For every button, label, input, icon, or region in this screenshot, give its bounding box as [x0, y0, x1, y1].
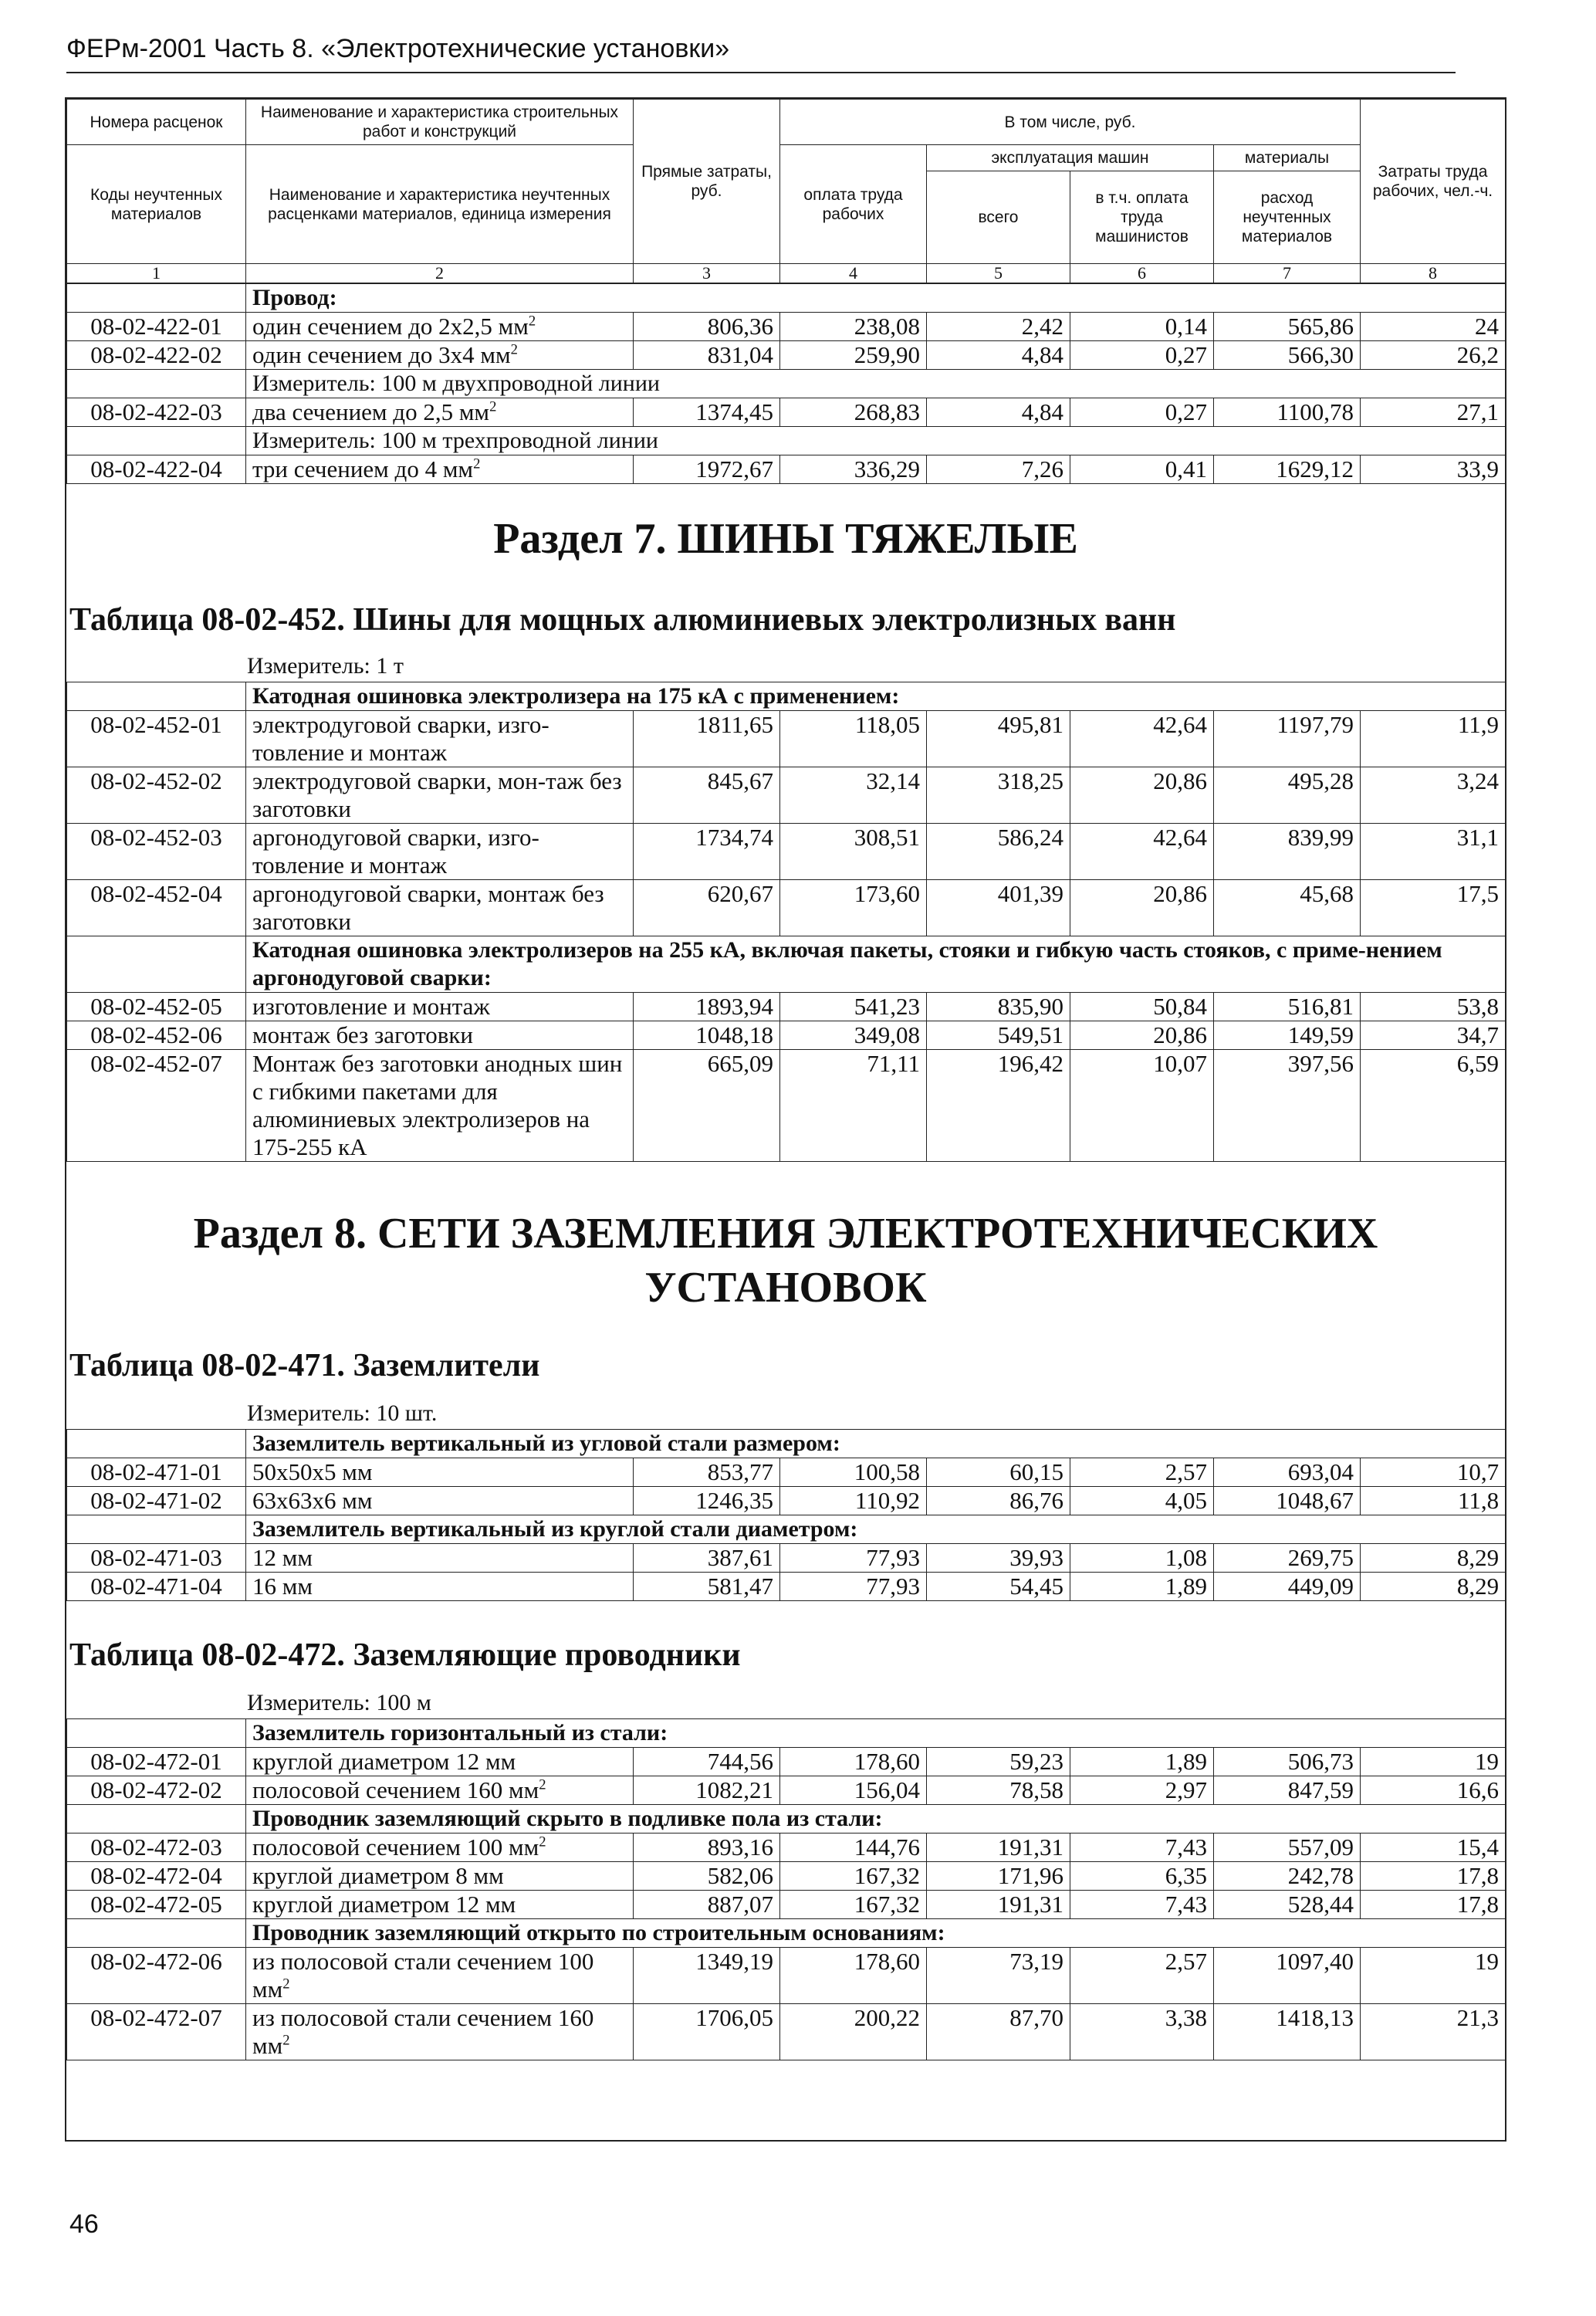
machines-total: 586,24 [927, 824, 1070, 880]
group-title: Провод: [246, 284, 1506, 313]
direct-costs: 665,09 [634, 1050, 780, 1162]
machines-total: 835,90 [927, 993, 1070, 1021]
machinists-pay: 20,86 [1070, 880, 1214, 936]
group-title: Заземлитель вертикальный из круглой стали диаметром: [246, 1515, 1506, 1544]
materials-expense: 516,81 [1214, 993, 1361, 1021]
table-row [67, 1573, 1506, 1601]
work-name: из полосовой стали сечением 160 $мм^2$ [246, 2004, 634, 2060]
rate-code: 08-02-452-04 [67, 880, 246, 936]
work-name: круглой диаметром 8 мм [246, 1862, 634, 1891]
rate-code: 08-02-452-06 [67, 1021, 246, 1050]
direct-costs: 1374,45 [634, 398, 780, 427]
section-7-title: Раздел 7. ШИНЫ ТЯЖЕЛЫЕ [493, 515, 1078, 563]
machines-total: 54,45 [927, 1573, 1070, 1601]
work-name: 12 мм [246, 1544, 634, 1573]
group-title: Проводник заземляющий скрыто в подливке пола из стали: [246, 1805, 1506, 1834]
work-name: круглой диаметром 12 мм [246, 1748, 634, 1776]
col-machinists-header: в т.ч. оплата труда машинистов [1070, 171, 1214, 264]
direct-costs: 1082,21 [634, 1776, 780, 1805]
labor-pay: 349,08 [780, 1021, 927, 1050]
work-name: аргонодуговой сварки, монтаж без заготовки [246, 880, 634, 936]
materials-expense: 1048,67 [1214, 1487, 1361, 1515]
direct-costs: 1811,65 [634, 711, 780, 767]
machines-total: 549,51 [927, 1021, 1070, 1050]
machinists-pay: 1,89 [1070, 1573, 1214, 1601]
table-452-title: Таблица 08-02-452. Шины для мощных алюминиевых электролизных ванн [69, 602, 1176, 638]
labor-hours: 17,8 [1361, 1891, 1506, 1919]
direct-costs: 831,04 [634, 341, 780, 370]
table-row [67, 1862, 1506, 1891]
rate-code: 08-02-471-04 [67, 1573, 246, 1601]
direct-costs: 1048,18 [634, 1021, 780, 1050]
direct-costs: 581,47 [634, 1573, 780, 1601]
rate-code: 08-02-452-01 [67, 711, 246, 767]
machinists-pay: 0,41 [1070, 455, 1214, 484]
machines-total: 78,58 [927, 1776, 1070, 1805]
meter-label: Измеритель: 100 м двухпроводной линии [246, 370, 1506, 398]
labor-hours: 8,29 [1361, 1544, 1506, 1573]
rate-code: 08-02-422-03 [67, 398, 246, 427]
machinists-pay: 7,43 [1070, 1834, 1214, 1862]
machines-total: 495,81 [927, 711, 1070, 767]
direct-costs: 1706,05 [634, 2004, 780, 2060]
table-row [67, 993, 1506, 1021]
machines-total: 86,76 [927, 1487, 1070, 1515]
machinists-pay: 6,35 [1070, 1862, 1214, 1891]
materials-expense: 149,59 [1214, 1021, 1361, 1050]
meter-label: Измеритель: 10 шт. [247, 1400, 438, 1426]
table-row [67, 1050, 1506, 1162]
table-row [67, 711, 1506, 767]
group-title: Заземлитель горизонтальный из стали: [246, 1719, 1506, 1748]
column-number: 3 [634, 264, 780, 283]
machinists-pay: 10,07 [1070, 1050, 1214, 1162]
labor-hours: 15,4 [1361, 1834, 1506, 1862]
work-name: 50х50х5 мм [246, 1458, 634, 1487]
machines-total: 2,42 [927, 313, 1070, 341]
column-number: 2 [246, 264, 634, 283]
labor-hours: 21,3 [1361, 2004, 1506, 2060]
machines-total: 87,70 [927, 2004, 1070, 2060]
table-row [67, 880, 1506, 936]
rate-code: 08-02-452-02 [67, 767, 246, 824]
machines-total: 7,26 [927, 455, 1070, 484]
direct-costs: 893,16 [634, 1834, 780, 1862]
table-row [67, 2004, 1506, 2060]
machinists-pay: 3,38 [1070, 2004, 1214, 2060]
materials-expense: 1629,12 [1214, 455, 1361, 484]
machines-total: 171,96 [927, 1862, 1070, 1891]
direct-costs: 1734,74 [634, 824, 780, 880]
machines-total: 73,19 [927, 1948, 1070, 2004]
work-name: один сечением до 3х4 $мм^2$ [246, 341, 634, 370]
labor-pay: 167,32 [780, 1862, 927, 1891]
rate-code: 08-02-422-01 [67, 313, 246, 341]
col-labor-pay-header: оплата труда рабочих [780, 145, 927, 264]
rate-code: 08-02-471-03 [67, 1544, 246, 1573]
labor-hours: 3,24 [1361, 767, 1506, 824]
materials-expense: 847,59 [1214, 1776, 1361, 1805]
rate-code: 08-02-471-01 [67, 1458, 246, 1487]
col-rate-number-header: Номера расценок [67, 100, 246, 145]
table-row [67, 313, 1506, 341]
labor-hours: 17,5 [1361, 880, 1506, 936]
group-title: Катодная ошиновка электролизера на 175 кА с применением: [246, 682, 1506, 711]
labor-pay: 268,83 [780, 398, 927, 427]
table-row [67, 1458, 1506, 1487]
machinists-pay: 0,27 [1070, 398, 1214, 427]
materials-expense: 1197,79 [1214, 711, 1361, 767]
machinists-pay: 1,08 [1070, 1544, 1214, 1573]
direct-costs: 387,61 [634, 1544, 780, 1573]
materials-expense: 242,78 [1214, 1862, 1361, 1891]
table-452 [66, 682, 1506, 1162]
direct-costs: 582,06 [634, 1862, 780, 1891]
work-name: 63х63х6 мм [246, 1487, 634, 1515]
table-471 [66, 1429, 1506, 1601]
materials-expense: 45,68 [1214, 880, 1361, 936]
machines-total: 60,15 [927, 1458, 1070, 1487]
work-name: аргонодуговой сварки, изго-товление и монтаж [246, 824, 634, 880]
col-material-codes-header: Коды неучтенных материалов [67, 145, 246, 264]
labor-hours: 27,1 [1361, 398, 1506, 427]
labor-pay: 77,93 [780, 1573, 927, 1601]
machines-header: эксплуатация машин [927, 145, 1214, 171]
rate-code: 08-02-472-07 [67, 2004, 246, 2060]
machinists-pay: 1,89 [1070, 1748, 1214, 1776]
machines-total: 196,42 [927, 1050, 1070, 1162]
machinists-pay: 4,05 [1070, 1487, 1214, 1515]
labor-pay: 336,29 [780, 455, 927, 484]
table-row [67, 767, 1506, 824]
labor-pay: 144,76 [780, 1834, 927, 1862]
direct-costs: 845,67 [634, 767, 780, 824]
machinists-pay: 2,57 [1070, 1458, 1214, 1487]
labor-pay: 541,23 [780, 993, 927, 1021]
rate-code: 08-02-452-05 [67, 993, 246, 1021]
machinists-pay: 2,97 [1070, 1776, 1214, 1805]
labor-pay: 71,11 [780, 1050, 927, 1162]
work-name: два сечением до 2,5 $мм^2$ [246, 398, 634, 427]
materials-expense: 839,99 [1214, 824, 1361, 880]
labor-pay: 77,93 [780, 1544, 927, 1573]
labor-hours: 6,59 [1361, 1050, 1506, 1162]
direct-costs: 806,36 [634, 313, 780, 341]
labor-hours: 17,8 [1361, 1862, 1506, 1891]
work-name: Монтаж без заготовки анодных шин с гибкими пакетами для алюминиевых электролизеров на 175-255 кА [246, 1050, 634, 1162]
group-title: Катодная ошиновка электролизеров на 255 кА, включая пакеты, стояки и гибкую часть стояков, с приме-нением аргонодуговой сварки: [246, 936, 1506, 993]
labor-hours: 31,1 [1361, 824, 1506, 880]
machinists-pay: 20,86 [1070, 767, 1214, 824]
work-name: полосовой сечением 100 $мм^2$ [246, 1834, 634, 1862]
labor-pay: 118,05 [780, 711, 927, 767]
work-name: из полосовой стали сечением 100 $мм^2$ [246, 1948, 634, 2004]
machinists-pay: 2,57 [1070, 1948, 1214, 2004]
labor-pay: 156,04 [780, 1776, 927, 1805]
labor-hours: 11,9 [1361, 711, 1506, 767]
labor-pay: 178,60 [780, 1948, 927, 2004]
machinists-pay: 20,86 [1070, 1021, 1214, 1050]
table-row [67, 1834, 1506, 1862]
work-name: изготовление и монтаж [246, 993, 634, 1021]
materials-expense: 1097,40 [1214, 1948, 1361, 2004]
machinists-pay: 42,64 [1070, 711, 1214, 767]
rate-code: 08-02-471-02 [67, 1487, 246, 1515]
table-row [67, 455, 1506, 484]
column-number: 4 [780, 264, 927, 283]
table-row [67, 1948, 1506, 2004]
materials-expense: 565,86 [1214, 313, 1361, 341]
labor-pay: 173,60 [780, 880, 927, 936]
labor-hours: 33,9 [1361, 455, 1506, 484]
direct-costs: 744,56 [634, 1748, 780, 1776]
table-row [67, 398, 1506, 427]
materials-expense: 506,73 [1214, 1748, 1361, 1776]
rate-code: 08-02-472-04 [67, 1862, 246, 1891]
group-title: Заземлитель вертикальный из угловой стали размером: [246, 1430, 1506, 1458]
col-materials-expense-header: расход неучтенных материалов [1214, 171, 1361, 264]
table-472-title: Таблица 08-02-472. Заземляющие проводники [69, 1637, 741, 1673]
including-header: В том числе, руб. [780, 100, 1361, 145]
materials-expense: 1100,78 [1214, 398, 1361, 427]
column-number: 7 [1214, 264, 1361, 283]
work-name: круглой диаметром 12 мм [246, 1891, 634, 1919]
rate-code: 08-02-472-02 [67, 1776, 246, 1805]
labor-hours: 34,7 [1361, 1021, 1506, 1050]
table-row [67, 1891, 1506, 1919]
machinists-pay: 0,14 [1070, 313, 1214, 341]
col-material-name-header: Наименование и характеристика неучтенных расценками материалов, единица измерения [246, 145, 634, 264]
labor-hours: 19 [1361, 1948, 1506, 2004]
table-row [67, 824, 1506, 880]
table-row [67, 341, 1506, 370]
rate-code: 08-02-452-07 [67, 1050, 246, 1162]
machines-total: 401,39 [927, 880, 1070, 936]
work-name: 16 мм [246, 1573, 634, 1601]
work-name: электродуговой сварки, изго-товление и монтаж [246, 711, 634, 767]
materials-header: материалы [1214, 145, 1361, 171]
labor-pay: 32,14 [780, 767, 927, 824]
machines-total: 191,31 [927, 1834, 1070, 1862]
direct-costs: 1972,67 [634, 455, 780, 484]
labor-pay: 200,22 [780, 2004, 927, 2060]
table-row [67, 1776, 1506, 1805]
col-work-name-header: Наименование и характеристика строительных работ и конструкций [246, 100, 634, 145]
rate-code: 08-02-472-05 [67, 1891, 246, 1919]
materials-expense: 1418,13 [1214, 2004, 1361, 2060]
machines-total: 4,84 [927, 341, 1070, 370]
section-8-title: Раздел 8. СЕТИ ЗАЗЕМЛЕНИЯ ЭЛЕКТРОТЕХНИЧЕСКИХ УСТАНОВОК [193, 1210, 1378, 1312]
table-472 [66, 1718, 1506, 2060]
column-numbers-row [67, 264, 1506, 283]
materials-expense: 449,09 [1214, 1573, 1361, 1601]
rate-code: 08-02-452-03 [67, 824, 246, 880]
labor-hours: 24 [1361, 313, 1506, 341]
column-number: 6 [1070, 264, 1214, 283]
machinists-pay: 7,43 [1070, 1891, 1214, 1919]
labor-pay: 178,60 [780, 1748, 927, 1776]
column-number: 1 [67, 264, 246, 283]
labor-hours: 8,29 [1361, 1573, 1506, 1601]
materials-expense: 557,09 [1214, 1834, 1361, 1862]
labor-hours: 19 [1361, 1748, 1506, 1776]
work-name: три сечением до 4 $мм^2$ [246, 455, 634, 484]
table-row [67, 1487, 1506, 1515]
column-number: 8 [1361, 264, 1506, 283]
meter-label: Измеритель: 1 т [247, 653, 404, 679]
direct-costs: 853,77 [634, 1458, 780, 1487]
labor-pay: 167,32 [780, 1891, 927, 1919]
machines-total: 39,93 [927, 1544, 1070, 1573]
materials-expense: 693,04 [1214, 1458, 1361, 1487]
meter-label: Измеритель: 100 м [247, 1690, 431, 1715]
labor-pay: 259,90 [780, 341, 927, 370]
table-row [67, 1748, 1506, 1776]
work-name: полосовой сечением 160 $мм^2$ [246, 1776, 634, 1805]
machines-total: 59,23 [927, 1748, 1070, 1776]
col-labor-cost-header: Затраты труда рабочих, чел.-ч. [1361, 100, 1506, 264]
page-header: ФЕРм-2001 Часть 8. «Электротехнические установки» [66, 34, 1456, 73]
materials-expense: 397,56 [1214, 1050, 1361, 1162]
wires-table [66, 283, 1506, 484]
labor-hours: 10,7 [1361, 1458, 1506, 1487]
direct-costs: 1246,35 [634, 1487, 780, 1515]
machinists-pay: 0,27 [1070, 341, 1214, 370]
direct-costs: 620,67 [634, 880, 780, 936]
page-number: 46 [69, 2209, 99, 2239]
rate-code: 08-02-422-02 [67, 341, 246, 370]
labor-pay: 238,08 [780, 313, 927, 341]
machines-total: 4,84 [927, 398, 1070, 427]
labor-pay: 308,51 [780, 824, 927, 880]
machinists-pay: 50,84 [1070, 993, 1214, 1021]
labor-hours: 26,2 [1361, 341, 1506, 370]
materials-expense: 528,44 [1214, 1891, 1361, 1919]
rate-code: 08-02-422-04 [67, 455, 246, 484]
group-title: Проводник заземляющий открыто по строительным основаниям: [246, 1919, 1506, 1948]
labor-hours: 11,8 [1361, 1487, 1506, 1515]
direct-costs: 1349,19 [634, 1948, 780, 2004]
materials-expense: 495,28 [1214, 767, 1361, 824]
table-row [67, 1021, 1506, 1050]
col-direct-costs-header: Прямые затраты, руб. [634, 100, 780, 264]
col-machines-total-header: всего [927, 171, 1070, 264]
machines-total: 191,31 [927, 1891, 1070, 1919]
table-row [67, 1544, 1506, 1573]
rate-code: 08-02-472-03 [67, 1834, 246, 1862]
rate-code: 08-02-472-01 [67, 1748, 246, 1776]
materials-expense: 566,30 [1214, 341, 1361, 370]
work-name: один сечением до 2х2,5 $мм^2$ [246, 313, 634, 341]
work-name: монтаж без заготовки [246, 1021, 634, 1050]
machines-total: 318,25 [927, 767, 1070, 824]
table-header [66, 99, 1506, 283]
labor-pay: 110,92 [780, 1487, 927, 1515]
direct-costs: 1893,94 [634, 993, 780, 1021]
materials-expense: 269,75 [1214, 1544, 1361, 1573]
labor-pay: 100,58 [780, 1458, 927, 1487]
table-471-title: Таблица 08-02-471. Заземлители [69, 1348, 540, 1383]
direct-costs: 887,07 [634, 1891, 780, 1919]
price-document [65, 97, 1506, 2142]
work-name: электродуговой сварки, мон-таж без заготовки [246, 767, 634, 824]
rate-code: 08-02-472-06 [67, 1948, 246, 2004]
column-number: 5 [927, 264, 1070, 283]
labor-hours: 53,8 [1361, 993, 1506, 1021]
machinists-pay: 42,64 [1070, 824, 1214, 880]
labor-hours: 16,6 [1361, 1776, 1506, 1805]
meter-label: Измеритель: 100 м трехпроводной линии [246, 427, 1506, 455]
